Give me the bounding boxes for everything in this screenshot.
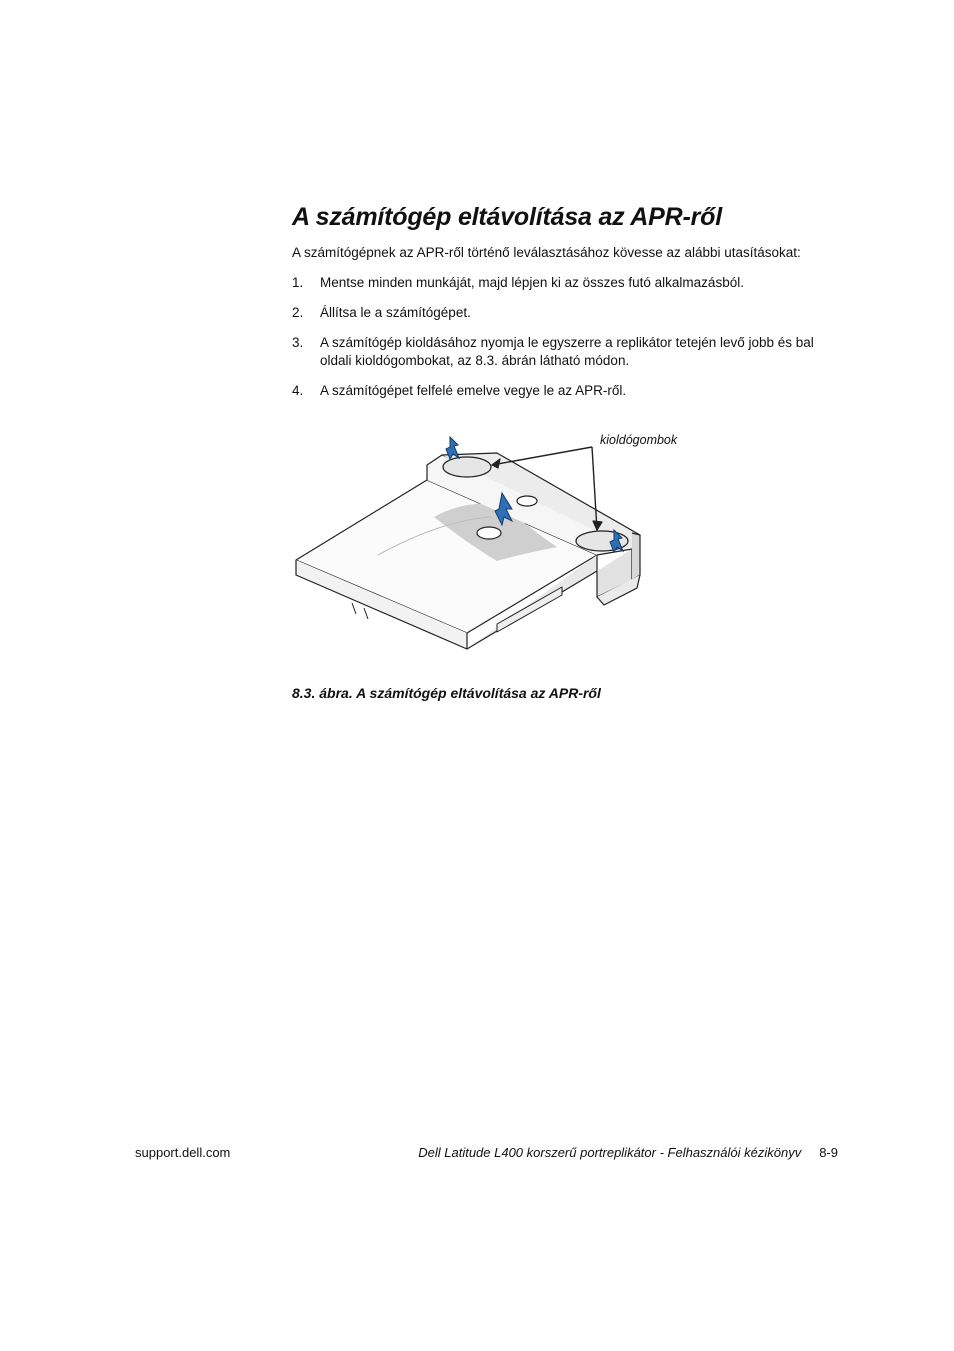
step-number: 2.	[292, 305, 304, 320]
instruction-list	[292, 274, 852, 400]
laptop-illustration	[292, 425, 702, 650]
list-item	[292, 334, 852, 370]
figure-caption: 8.3. ábra. A számítógép eltávolítása az APR-ről	[292, 685, 601, 701]
footer-manual-title: Dell Latitude L400 korszerű portreplikátor - Felhasználói kézikönyv	[418, 1145, 802, 1160]
step-text: Mentse minden munkáját, majd lépjen ki az összes futó alkalmazásból.	[320, 275, 744, 290]
step-text: A számítógépet felfelé emelve vegye le az APR-ről.	[320, 383, 627, 398]
list-item	[292, 382, 852, 400]
step-number: 3.	[292, 335, 304, 350]
step-number: 1.	[292, 275, 304, 290]
footer-website: support.dell.com	[135, 1145, 231, 1160]
step-text: A számítógép kioldásához nyomja le egyszerre a replikátor tetején levő jobb és bal oldali kioldógombokat, az 8.3. ábrán látható módon.	[320, 335, 814, 368]
step-text: Állítsa le a számítógépet.	[320, 305, 471, 320]
list-item	[292, 274, 852, 292]
footer-document-info	[418, 1145, 838, 1160]
page-number: 8-9	[819, 1145, 838, 1160]
figure-callout-label: kioldógombok	[600, 433, 678, 447]
intro-paragraph: A számítógépnek az APR-ről történő leválasztásához kövesse az alábbi utasításokat:	[292, 245, 801, 260]
list-item	[292, 304, 852, 322]
step-number: 4.	[292, 383, 304, 398]
page-title: A számítógép eltávolítása az APR-ről	[292, 203, 722, 231]
